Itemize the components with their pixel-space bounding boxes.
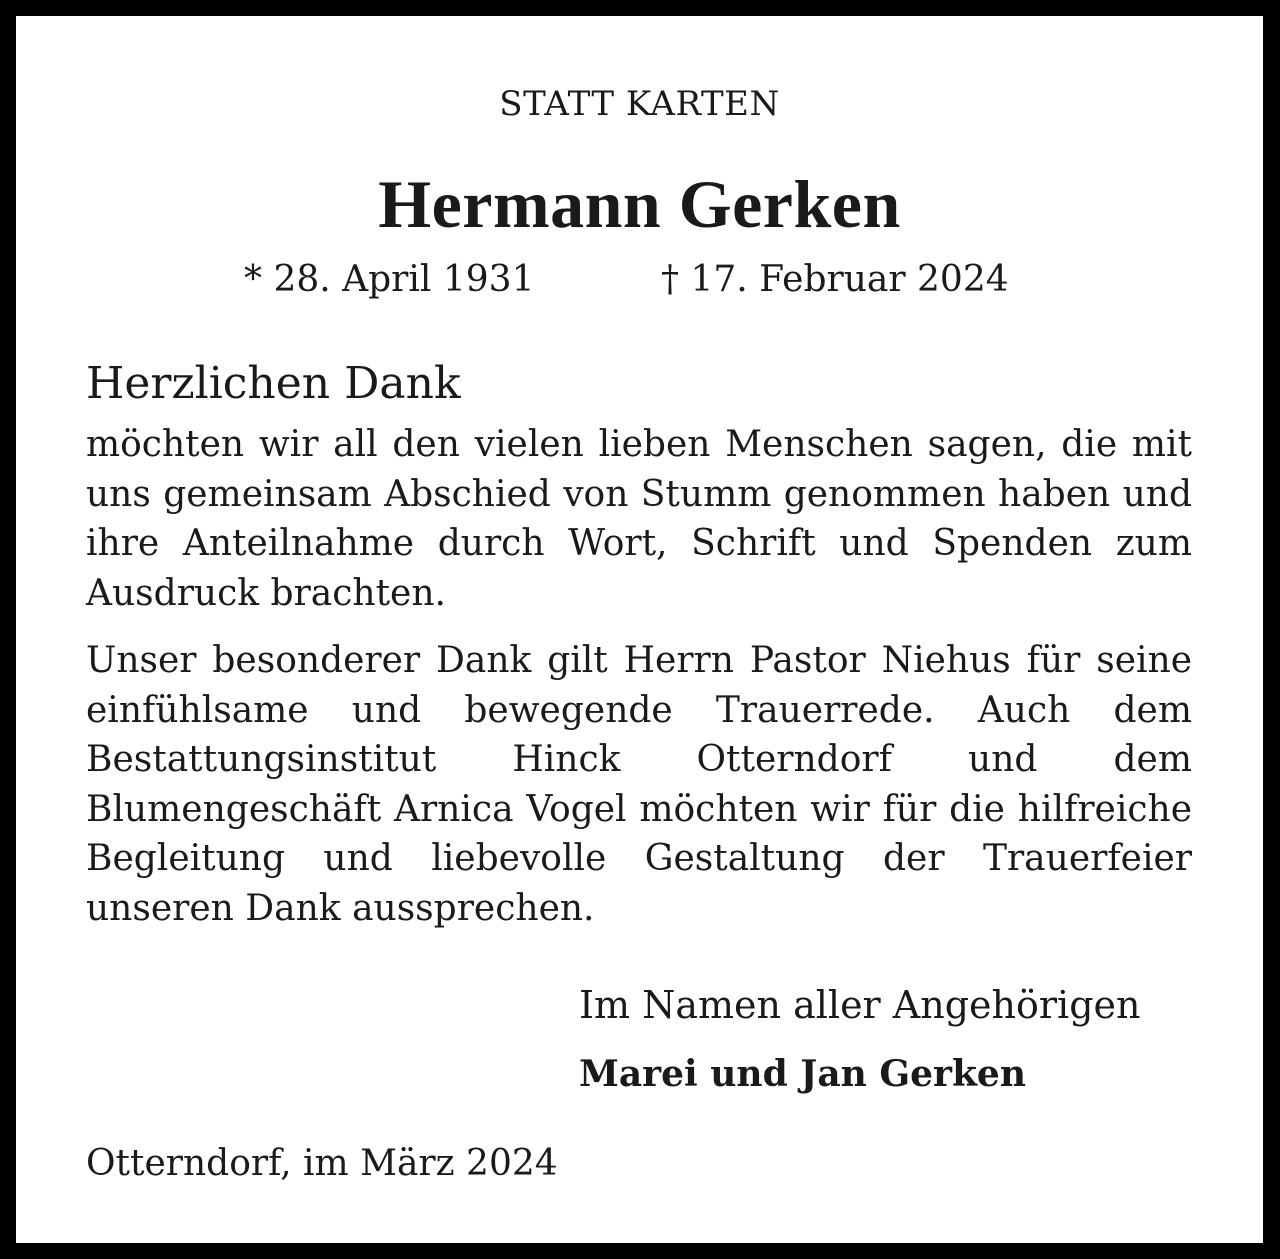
thanks-paragraph-2: Unser besonderer Dank gilt Herrn Pastor Niehus für seine einfühlsame und bewegende Trauerrede. Auch dem Bestattungsinstitut Hinck Otterndorf und dem Blumengeschäft Arnica Vogel möchten wir für die hilfreiche Begleitung und liebevolle Gestaltung der Trauerfeier unseren Dank aussprechen. (86, 640, 1192, 929)
obituary-card (16, 16, 1263, 1243)
life-dates (16, 258, 1263, 302)
death-date: † 17. Februar 2024 (661, 259, 1009, 300)
birth-date: * 28. April 1931 (244, 259, 535, 300)
deceased-name: Hermann Gerken (378, 166, 901, 242)
place-and-date: Otterndorf, im März 2024 (86, 1143, 558, 1184)
thanks-paragraph-1: möchten wir all den vielen lieben Menschen sagen, die mit uns gemeinsam Abschied von Stumm genommen haben und ihre Anteilnahme durch Wort, Schrift und Spenden zum Ausdruck brachten. (86, 424, 1192, 614)
closing-line: Im Namen aller Angehörigen (579, 983, 1141, 1027)
thanks-heading: Herzlichen Dank (86, 358, 461, 409)
signers: Marei und Jan Gerken (579, 1053, 1027, 1095)
header-statt-karten: STATT KARTEN (499, 84, 780, 124)
